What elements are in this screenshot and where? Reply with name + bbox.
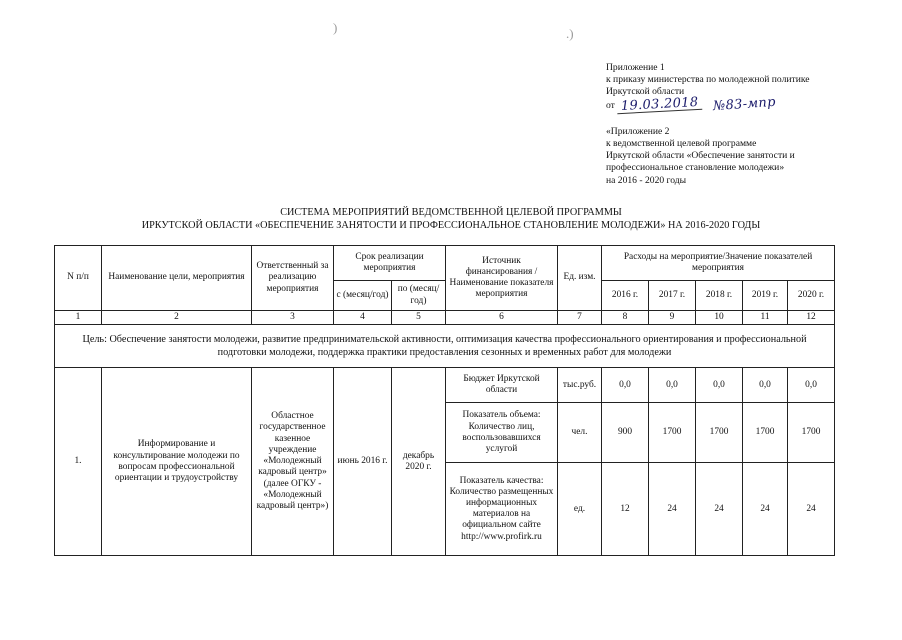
- row-unit: тыс.руб.: [558, 368, 602, 403]
- row-value: 24: [743, 463, 788, 556]
- header-year: 2020 г.: [788, 281, 835, 311]
- row-value: 0,0: [696, 368, 743, 403]
- row-value: 12: [602, 463, 649, 556]
- scan-artifact: ): [333, 20, 338, 35]
- date-prefix: от: [606, 99, 615, 111]
- appendix2-line: Иркутской области «Обеспечение занятости и: [606, 150, 795, 162]
- row-unit: чел.: [558, 403, 602, 463]
- row-value: 0,0: [602, 368, 649, 403]
- col-number: 8: [602, 311, 649, 325]
- scan-artifact: .): [566, 26, 574, 41]
- row-value: 1700: [743, 403, 788, 463]
- row-value: 0,0: [743, 368, 788, 403]
- col-number: 1: [55, 311, 102, 325]
- goal-row: [55, 325, 835, 368]
- item-responsible: Областное государственное казенное учреждение «Молодежный кадровый центр» (далее ОГКУ - «Молодежный кадровый центр»): [252, 368, 334, 556]
- col-number: 3: [252, 311, 334, 325]
- col-number: 5: [392, 311, 446, 325]
- col-number: 12: [788, 311, 835, 325]
- row-value: 0,0: [788, 368, 835, 403]
- table-row: [55, 368, 835, 403]
- row-source: Показатель объема: Количество лиц, воспользовавшихся услугой: [446, 403, 558, 463]
- header-unit: Ед. изм.: [558, 246, 602, 311]
- appendix1-line: Иркутской области: [606, 86, 685, 98]
- col-number: 4: [334, 311, 392, 325]
- header-year: 2017 г.: [649, 281, 696, 311]
- item-name: Информирование и консультирование молодежи по вопросам профессиональной ориентации и трудоустройству: [102, 368, 252, 556]
- row-source: Бюджет Иркутской области: [446, 368, 558, 403]
- row-value: 1700: [649, 403, 696, 463]
- col-number: 10: [696, 311, 743, 325]
- item-from: июнь 2016 г.: [334, 368, 392, 556]
- order-date-line: [606, 94, 876, 114]
- header-row: [55, 246, 835, 281]
- appendix2-line: профессиональное становление молодежи»: [606, 162, 785, 174]
- appendix2-line: «Приложение 2: [606, 125, 670, 137]
- col-number: 7: [558, 311, 602, 325]
- appendix-header: [606, 62, 876, 187]
- item-to: декабрь 2020 г.: [392, 368, 446, 556]
- title-line: ИРКУТСКОЙ ОБЛАСТИ «ОБЕСПЕЧЕНИЕ ЗАНЯТОСТИ И ПРОФЕССИОНАЛЬНОЕ СТАНОВЛЕНИЕ МОЛОДЕЖИ» НА 2016-2020 ГОДЫ: [141, 219, 761, 231]
- appendix2-line: к ведомственной целевой программе: [606, 138, 757, 150]
- title-line: СИСТЕМА МЕРОПРИЯТИЙ ВЕДОМСТВЕННОЙ ЦЕЛЕВОЙ ПРОГРАММЫ: [280, 207, 622, 218]
- header-period-to: по (месяц/год): [392, 281, 446, 311]
- row-value: 0,0: [649, 368, 696, 403]
- row-source: Показатель качества: Количество размещенных информационных материалов на официальном сайте http://www.profirk.ru: [446, 463, 558, 556]
- header-year: 2019 г.: [743, 281, 788, 311]
- row-value: 900: [602, 403, 649, 463]
- row-unit: ед.: [558, 463, 602, 556]
- header-period-from: с (месяц/год): [334, 281, 392, 311]
- header-num: N п/п: [55, 246, 102, 311]
- header-expenses: Расходы на мероприятие/Значение показателей мероприятия: [602, 246, 835, 281]
- appendix1-line: Приложение 1: [606, 62, 665, 73]
- goal-text: Цель: Обеспечение занятости молодежи, развитие предпринимательской активности, оптимизация качества профессионального ориентирования и профессиональной подготовки молодежи, поддержка практики предоставления сезонных и временных работ для молодежи: [55, 325, 835, 368]
- document-title: [0, 207, 902, 232]
- header-period: Срок реализации мероприятия: [334, 246, 446, 281]
- col-number: 11: [743, 311, 788, 325]
- header-year: 2016 г.: [602, 281, 649, 311]
- row-value: 24: [788, 463, 835, 556]
- handwritten-number: №83-мпр: [712, 94, 777, 114]
- row-value: 1700: [696, 403, 743, 463]
- header-year: 2018 г.: [696, 281, 743, 311]
- row-value: 24: [649, 463, 696, 556]
- column-number-row: [55, 311, 835, 325]
- col-number: 9: [649, 311, 696, 325]
- col-number: 6: [446, 311, 558, 325]
- header-responsible: Ответственный за реализацию мероприятия: [252, 246, 334, 311]
- item-num: 1.: [55, 368, 102, 556]
- appendix1-line: к приказу министерства по молодежной политике: [606, 74, 810, 86]
- row-value: 24: [696, 463, 743, 556]
- col-number: 2: [102, 311, 252, 325]
- program-table: [54, 245, 835, 556]
- header-source: Источник финансирования / Наименование показателя мероприятия: [446, 246, 558, 311]
- row-value: 1700: [788, 403, 835, 463]
- header-name: Наименование цели, мероприятия: [102, 246, 252, 311]
- appendix2-line: на 2016 - 2020 годы: [606, 174, 687, 186]
- handwritten-date: 19.03.2018: [617, 96, 703, 114]
